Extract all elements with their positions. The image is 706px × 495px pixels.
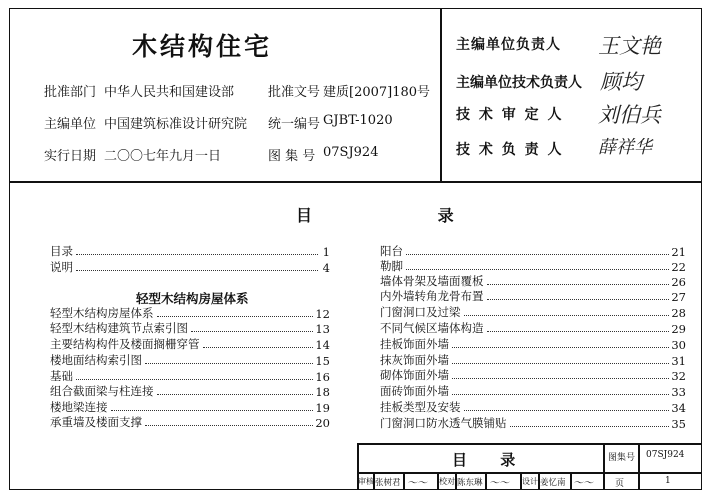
unified-no-label: 统一编号 — [268, 117, 321, 132]
unified-no-value: GJBT-1020 — [323, 113, 393, 128]
leader-dots — [406, 269, 669, 270]
toc-entry-page: 14 — [315, 338, 330, 352]
leader-dots — [157, 316, 314, 317]
designer-signature: 〜〜 — [573, 478, 593, 489]
header-divider — [9, 181, 702, 183]
toc-entry[interactable] — [380, 399, 686, 415]
toc-entry-title: 墙体骨架及墙面覆板 — [380, 274, 484, 288]
leader-dots — [510, 426, 670, 427]
toc-entry-page: 33 — [671, 385, 686, 399]
header-column-divider — [440, 8, 442, 182]
review-label: 审核 — [358, 477, 374, 486]
toc-entry-page: 16 — [315, 370, 330, 384]
checker-name: 陈东琳 — [457, 478, 483, 488]
toc-entry-page: 15 — [315, 354, 330, 368]
leader-dots — [111, 410, 314, 411]
toc-entry-title: 勒脚 — [380, 259, 403, 273]
leader-dots — [157, 394, 314, 395]
toc-entry-title: 楼地梁连接 — [50, 400, 108, 414]
atlas-no-value: 07SJ924 — [323, 145, 379, 160]
atlas-number: 07SJ924 — [646, 450, 685, 460]
page-number: 1 — [665, 476, 671, 486]
toc-entry-title: 抹灰饰面外墙 — [380, 353, 449, 367]
toc-entry-page: 13 — [315, 322, 330, 336]
document-title: 木结构住宅 — [132, 32, 273, 61]
toc-entry[interactable] — [380, 243, 686, 259]
toc-entry-title: 挂板类型及安装 — [380, 400, 461, 414]
toc-entry-page: 29 — [671, 322, 686, 336]
toc-entry[interactable] — [50, 383, 330, 399]
toc-entry-title: 组合截面梁与柱连接 — [50, 384, 154, 398]
toc-entry-title: 门窗洞口及过梁 — [380, 305, 461, 319]
toc-entry-page: 32 — [671, 369, 686, 383]
leader-dots — [406, 254, 669, 255]
toc-entry-page: 35 — [671, 417, 686, 431]
toc-entry-title: 门窗洞口防水透气膜铺贴 — [380, 416, 507, 430]
role-chief-unit: 主编单位负责人 — [456, 37, 561, 53]
design-label: 设计 — [522, 477, 538, 486]
leader-dots — [487, 299, 670, 300]
toc-entry-title: 轻型木结构建筑节点索引图 — [50, 321, 188, 335]
toc-entry-title: 不同气候区墙体构造 — [380, 321, 484, 335]
effective-date-value: 二〇〇七年九月一日 — [104, 149, 222, 164]
reviewer-name: 张树君 — [375, 478, 401, 488]
toc-entry-page: 28 — [671, 306, 686, 320]
toc-entry-title: 说明 — [50, 260, 73, 274]
signature-4: 薛祥华 — [598, 137, 652, 158]
toc-entry[interactable] — [50, 336, 330, 352]
toc-entry-page: 21 — [671, 245, 686, 259]
designer-name: 姜忆南 — [540, 478, 566, 488]
leader-dots — [452, 378, 669, 379]
toc-entry-page: 22 — [671, 260, 686, 274]
toc-entry-title: 砌体饰面外墙 — [380, 368, 449, 382]
toc-entry[interactable] — [380, 258, 686, 274]
role-tech-chief: 主编单位技术负责人 — [456, 75, 582, 91]
toc-entry[interactable] — [50, 305, 330, 321]
signature-3: 刘伯兵 — [598, 103, 661, 127]
toc-entry-title: 楼地面结构索引图 — [50, 353, 142, 367]
leader-dots — [464, 410, 670, 411]
leader-dots — [487, 331, 670, 332]
section-heading: 轻型木结构房屋体系 — [136, 291, 249, 306]
signature-2: 顾均 — [600, 70, 642, 94]
approval-dept-value: 中华人民共和国建设部 — [104, 85, 235, 100]
effective-date-label: 实行日期 — [44, 149, 97, 164]
toc-entry[interactable] — [380, 273, 686, 289]
toc-entry-page: 4 — [322, 261, 330, 275]
leader-dots — [145, 425, 313, 426]
toc-heading: 目 录 — [296, 206, 514, 225]
chief-unit-value: 中国建筑标准设计研究院 — [104, 117, 248, 132]
toc-entry[interactable] — [380, 367, 686, 383]
approval-no-label: 批准文号 — [268, 85, 321, 100]
toc-entry-title: 基础 — [50, 369, 73, 383]
toc-entry-page: 30 — [671, 338, 686, 352]
toc-entry[interactable] — [50, 399, 330, 415]
page-label: 页 — [615, 479, 625, 489]
atlas-no-label: 图 集 号 — [268, 149, 316, 164]
toc-entry-page: 1 — [322, 245, 330, 259]
chief-unit-label: 主编单位 — [44, 117, 97, 132]
toc-entry[interactable] — [380, 415, 686, 431]
toc-entry-page: 19 — [315, 401, 330, 415]
leader-dots — [76, 254, 318, 255]
signature-1: 王文艳 — [598, 34, 661, 58]
toc-entry[interactable] — [380, 336, 686, 352]
toc-entry-title: 轻型木结构房屋体系 — [50, 306, 154, 320]
checker-signature: 〜〜 — [489, 478, 509, 489]
toc-entry-page: 18 — [315, 385, 330, 399]
toc-entry-title: 内外墙转角龙骨布置 — [380, 289, 484, 303]
toc-entry[interactable] — [380, 304, 686, 320]
toc-entry-title: 主要结构构件及楼面搁栅穿管 — [50, 337, 200, 351]
toc-entry-page: 26 — [671, 275, 686, 289]
leader-dots — [76, 379, 313, 380]
leader-dots — [452, 363, 669, 364]
leader-dots — [191, 331, 313, 332]
toc-entry[interactable] — [50, 243, 330, 259]
approval-no-value: 建质[2007]180号 — [323, 85, 431, 100]
toc-entry[interactable] — [50, 320, 330, 336]
toc-entry[interactable] — [50, 368, 330, 384]
toc-entry[interactable] — [380, 352, 686, 368]
leader-dots — [487, 284, 670, 285]
leader-dots — [145, 363, 313, 364]
toc-entry[interactable] — [50, 414, 330, 430]
title-block-name: 目 录 — [452, 451, 530, 469]
leader-dots — [452, 394, 669, 395]
leader-dots — [452, 347, 669, 348]
toc-entry-page: 34 — [671, 401, 686, 415]
toc-entry[interactable] — [50, 352, 330, 368]
title-block — [357, 443, 702, 490]
role-tech-lead: 技 术 负 责 人 — [456, 142, 564, 158]
toc-entry-page: 27 — [671, 290, 686, 304]
toc-entry[interactable] — [50, 259, 330, 275]
leader-dots — [203, 347, 314, 348]
check-label: 校对 — [439, 477, 455, 486]
leader-dots — [76, 270, 318, 271]
approval-dept-label: 批准部门 — [44, 85, 97, 100]
toc-entry-title: 目录 — [50, 244, 73, 258]
toc-entry-title: 面砖饰面外墙 — [380, 384, 449, 398]
toc-entry-page: 31 — [671, 354, 686, 368]
toc-entry-page: 12 — [315, 307, 330, 321]
toc-entry-title: 阳台 — [380, 244, 403, 258]
toc-entry[interactable] — [380, 288, 686, 304]
leader-dots — [464, 315, 670, 316]
toc-entry-title: 挂板饰面外墙 — [380, 337, 449, 351]
toc-entry-page: 20 — [315, 416, 330, 430]
atlas-label: 图集号 — [608, 453, 636, 463]
reviewer-signature: 〜〜 — [407, 478, 427, 489]
toc-entry[interactable] — [380, 383, 686, 399]
toc-entry-title: 承重墙及楼面支撑 — [50, 415, 142, 429]
toc-entry[interactable] — [380, 320, 686, 336]
role-reviewer: 技 术 审 定 人 — [456, 107, 564, 123]
